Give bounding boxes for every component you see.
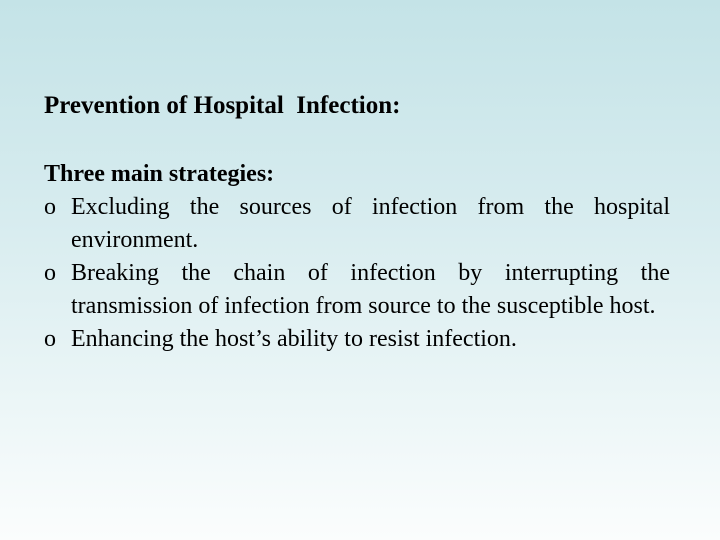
list-item xyxy=(44,323,670,356)
slide-title: Prevention of Hospital Infection: xyxy=(44,92,401,119)
slide-content xyxy=(44,158,670,356)
bullet-text: Excluding the sources of infection from the hospital environment. xyxy=(71,194,670,253)
bullet-text: Enhancing the host’s ability to resist infection. xyxy=(71,326,517,352)
strategy-list xyxy=(44,191,670,356)
bullet-marker-icon: o xyxy=(44,260,56,286)
bullet-marker-icon: o xyxy=(44,194,56,220)
bullet-text: Breaking the chain of infection by interrupting the transmission of infection from source to the susceptible host. xyxy=(71,260,670,319)
list-item xyxy=(44,191,670,257)
bullet-marker-icon: o xyxy=(44,326,56,352)
list-item xyxy=(44,257,670,323)
subheading: Three main strategies: xyxy=(44,161,275,187)
